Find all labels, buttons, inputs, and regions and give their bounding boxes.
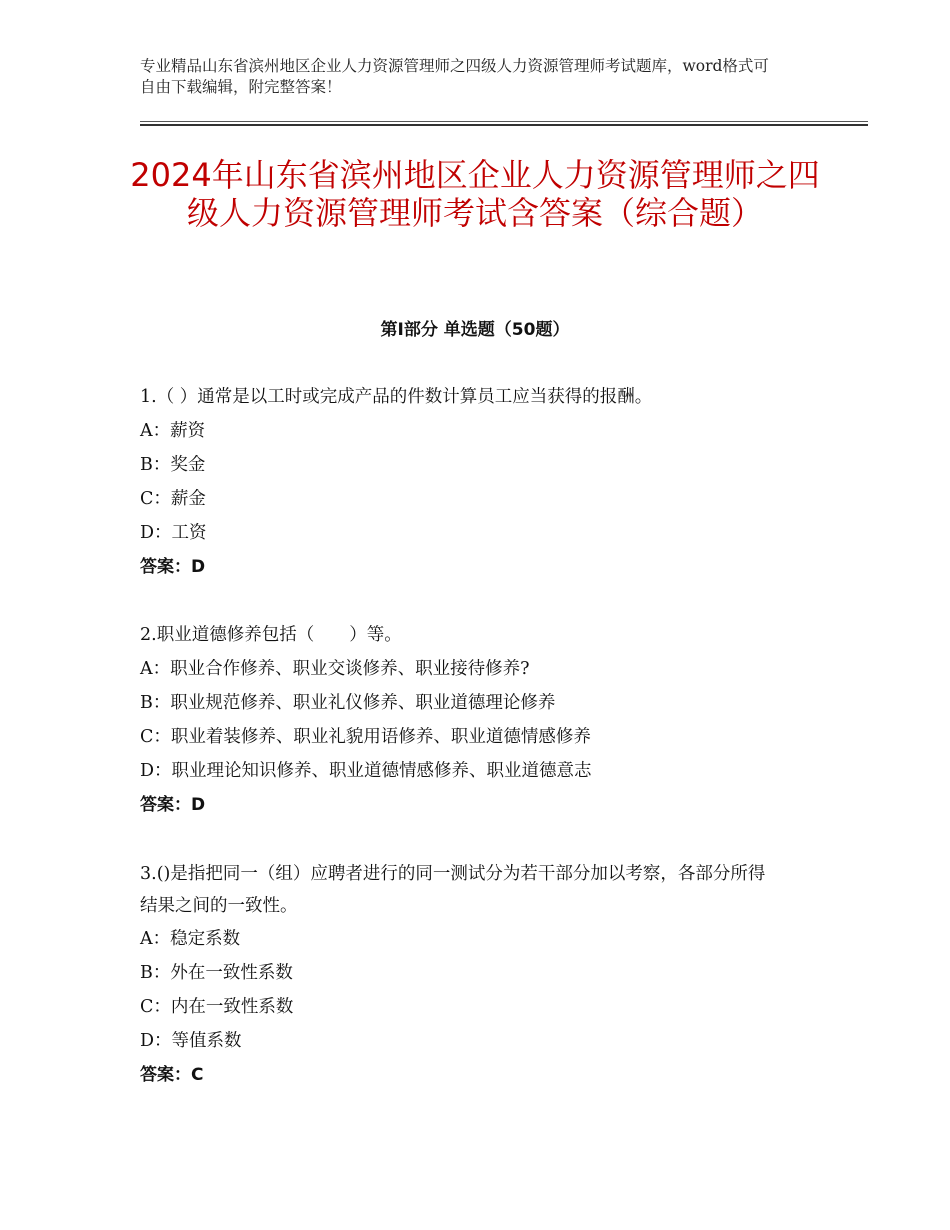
answer: 答案：D (140, 557, 206, 577)
answer: 答案：D (140, 795, 206, 815)
option-d: D：职业理论知识修养、职业道德情感修养、职业道德意志 (140, 761, 592, 781)
question-stem: 3.()是指把同一（组）应聘者进行的同一测试分为若干部分加以考察，各部分所得结果之间的一致性。 (140, 864, 766, 916)
header-divider-thick (140, 124, 868, 126)
header-divider (140, 121, 868, 122)
answer: 答案：C (140, 1065, 204, 1085)
question-3 (140, 858, 840, 1092)
header-note: 专业精品山东省滨州地区企业人力资源管理师之四级人力资源管理师考试题库，word格式可自由下载编辑，附完整答案！ (140, 57, 769, 96)
document-title: 2024年山东省滨州地区企业人力资源管理师之四级人力资源管理师考试含答案（综合题） (130, 156, 820, 232)
question-1 (140, 380, 840, 584)
option-a: A：职业合作修养、职业交谈修养、职业接待修养? (140, 659, 530, 679)
question-2 (140, 618, 840, 822)
option-b: B：职业规范修养、职业礼仪修养、职业道德理论修养 (140, 693, 556, 713)
option-b: B：外在一致性系数 (140, 963, 293, 983)
section-heading: 第Ⅰ部分 单选题（50题） (380, 320, 570, 340)
option-d: D：工资 (140, 523, 207, 543)
option-b: B：奖金 (140, 455, 206, 475)
option-a: A：薪资 (140, 421, 206, 441)
option-d: D：等值系数 (140, 1031, 242, 1051)
question-stem: 2.职业道德修养包括（ ）等。 (140, 625, 402, 645)
option-c: C：职业着装修养、职业礼貌用语修养、职业道德情感修养 (140, 727, 591, 747)
option-a: A：稳定系数 (140, 929, 241, 949)
option-c: C：薪金 (140, 489, 206, 509)
option-c: C：内在一致性系数 (140, 997, 294, 1017)
question-stem: 1.（ ）通常是以工时或完成产品的件数计算员工应当获得的报酬。 (140, 387, 653, 407)
